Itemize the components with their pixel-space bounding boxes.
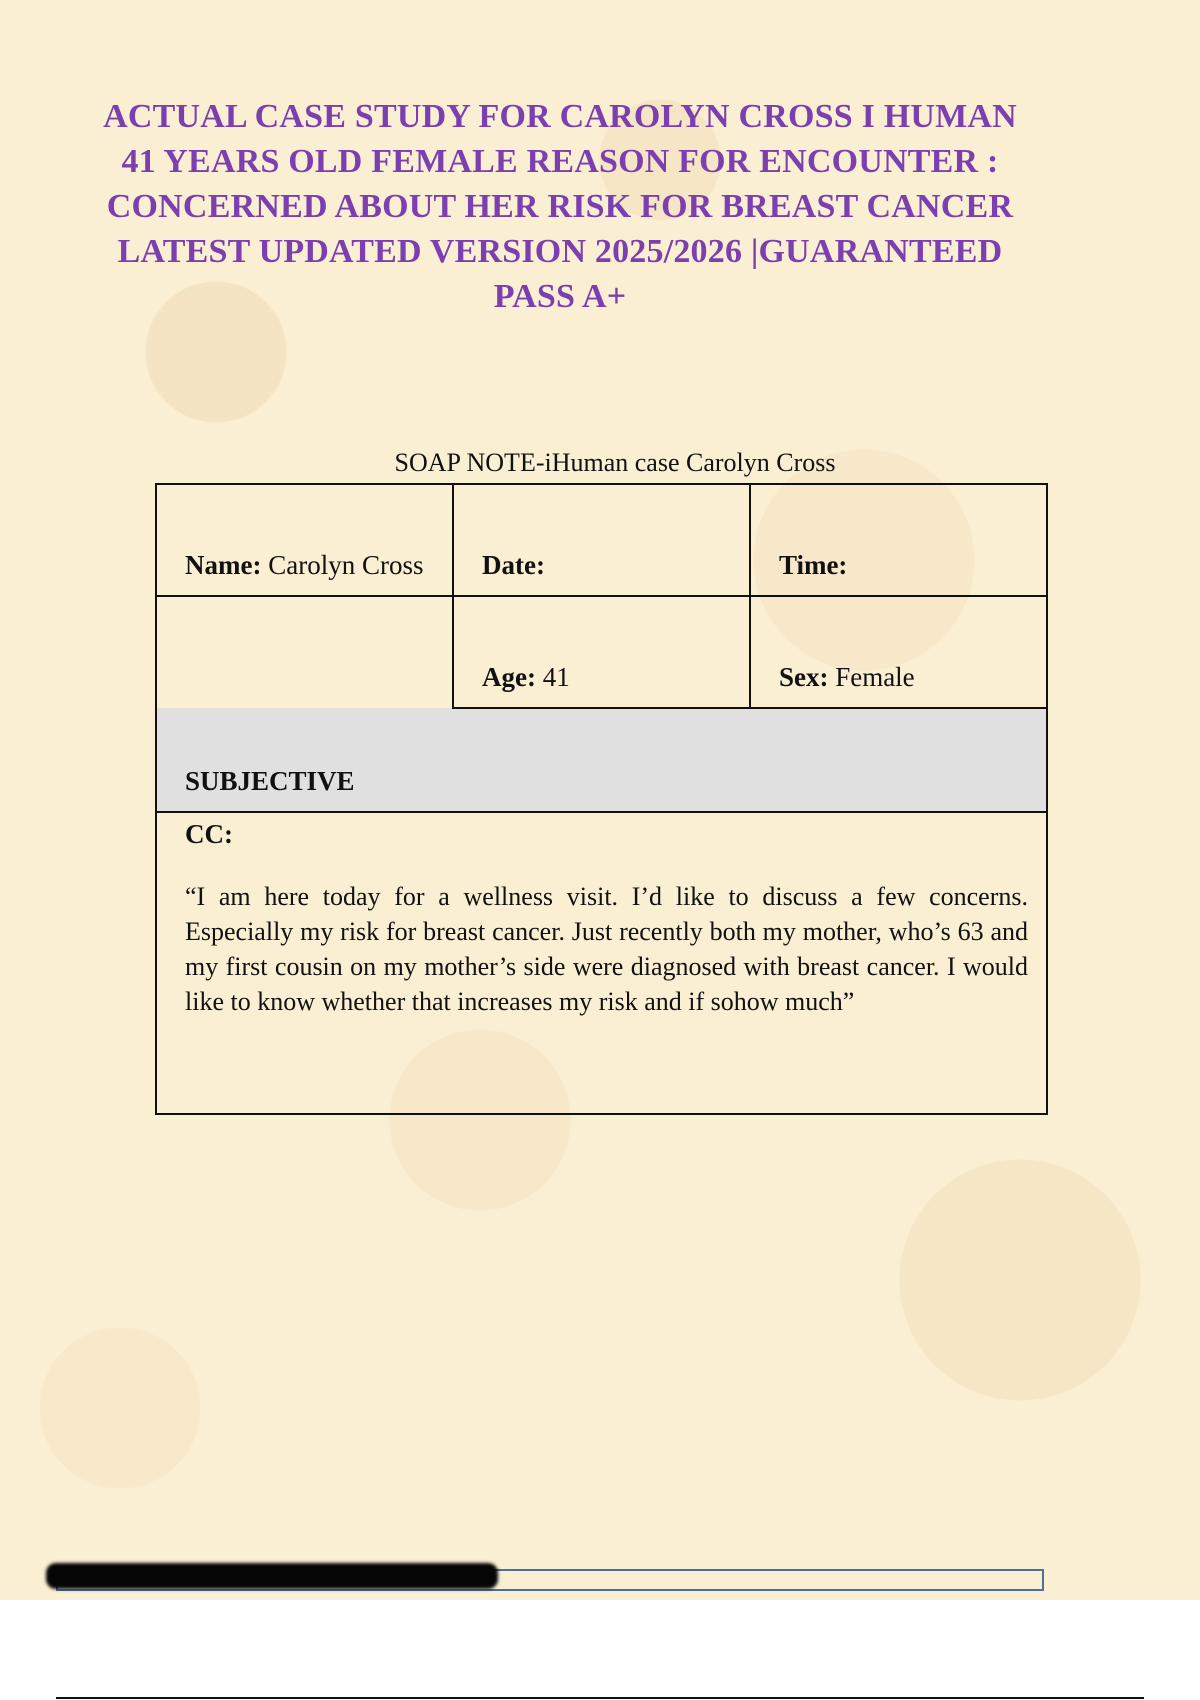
date-cell xyxy=(453,484,750,596)
table-row xyxy=(156,708,1047,812)
sex-cell xyxy=(750,596,1047,708)
date-label: Date: xyxy=(481,550,545,580)
redaction-bar xyxy=(46,1563,498,1589)
age-value: 41 xyxy=(535,662,570,692)
cc-label: CC: xyxy=(185,819,233,849)
chief-complaint-cell xyxy=(156,812,1047,1114)
name-label: Name: xyxy=(185,550,262,580)
footer-divider xyxy=(56,1697,1144,1699)
age-label: Age: xyxy=(481,662,536,692)
time-label: Time: xyxy=(778,550,848,580)
sex-value: Female xyxy=(828,662,915,692)
table-row xyxy=(156,484,1047,596)
cc-text: “I am here today for a wellness visit. I’d like to discuss a few concerns. Especially my risk for breast cancer. Just recently both my mother, who’s 63 and my first cousin on my mother’s side were diagnosed with breast cancer. I would like to know whether that increases my risk and if sohow much” xyxy=(185,882,1028,1016)
empty-cell xyxy=(156,596,453,708)
name-value: Carolyn Cross xyxy=(261,550,424,580)
sex-label: Sex: xyxy=(778,662,829,692)
time-cell xyxy=(750,484,1047,596)
subjective-heading: SUBJECTIVE xyxy=(156,708,1047,812)
soap-note-table xyxy=(155,483,1048,1115)
age-cell xyxy=(453,596,750,708)
table-row xyxy=(156,812,1047,1114)
table-row xyxy=(156,596,1047,708)
table-caption: SOAP NOTE-iHuman case Carolyn Cross xyxy=(394,448,836,477)
document-title: ACTUAL CASE STUDY FOR CAROLYN CROSS I HUMAN 41 YEARS OLD FEMALE REASON FOR ENCOUNTER : CONCERNED ABOUT HER RISK FOR BREAST CANCER LATEST UPDATED VERSION 2025/2026 |GUARANTEED PASS A+ xyxy=(103,98,1017,315)
name-cell xyxy=(156,484,453,596)
